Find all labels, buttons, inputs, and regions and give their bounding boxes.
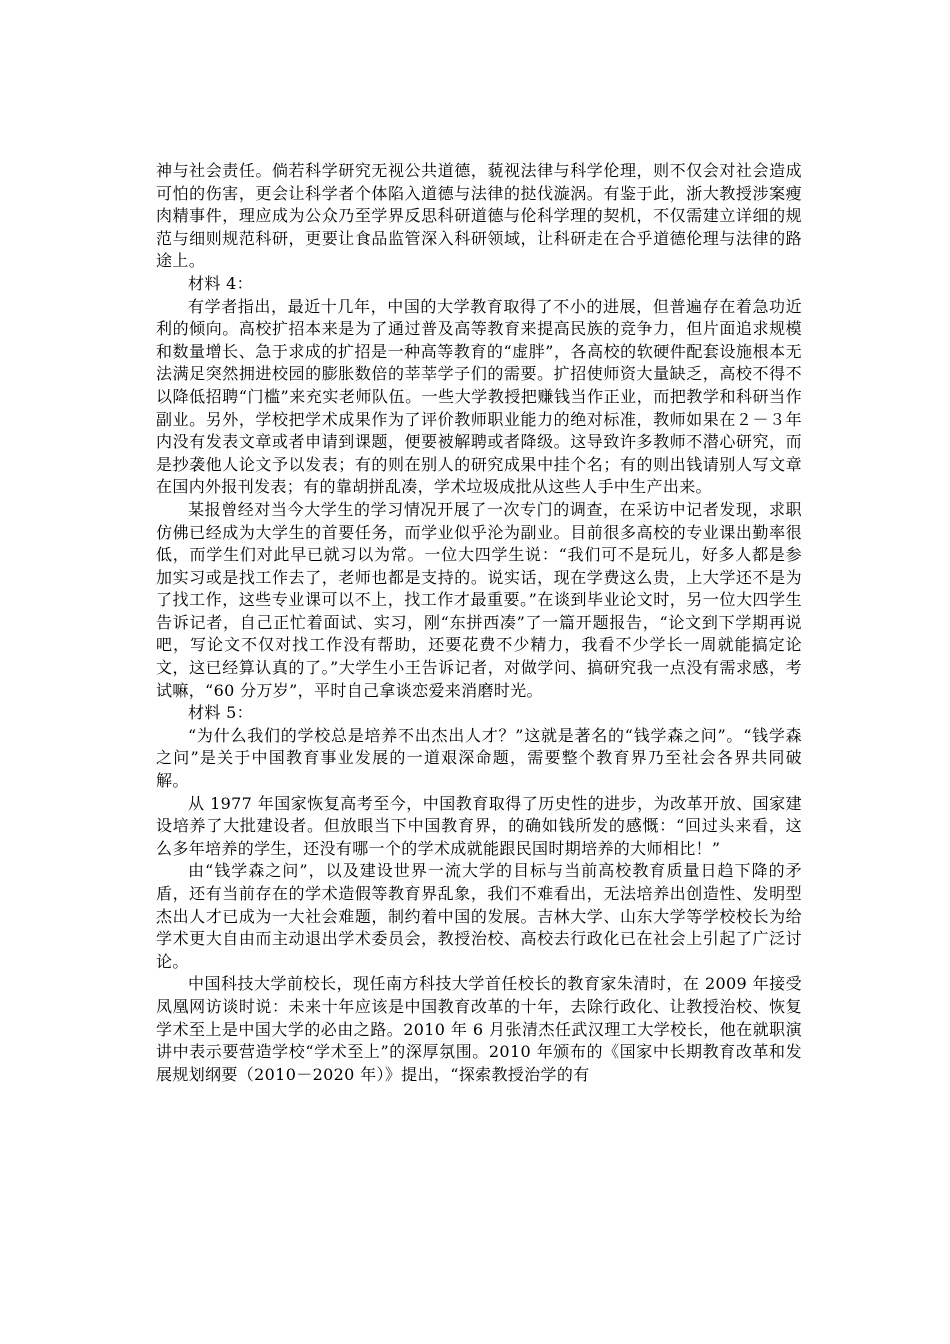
material-4-label: 材料 4：	[188, 273, 254, 293]
paragraph: “为什么我们的学校总是培养不出杰出人才？”这就是著名的“钱学森之问”。“钱学森之问”是关于中国教育事业发展的一道艰深命题，需要整个教育界乃至社会各界共同破解。	[156, 725, 802, 791]
paragraph: 某报曾经对当今大学生的学习情况开展了一次专门的调查，在采访中记者发现，求职仿佛已经成为大学生的首要任务，而学业似乎沦为副业。目前很多高校的专业课出勤率很低，而学生们对此早已就习以为常。一位大四学生说：“我们可不是玩儿，好多人都是参加实习或是找工作去了，老师也都是支持的。说实话，现在学费这么贵，上大学还不是为了找工作，这些专业课可以不上，找工作才最重要。”在谈到毕业论文时，另一位大四学生告诉记者，自己正忙着面试、实习，刚“东拼西凑”了一篇开题报告，“论文到下学期再说吧，写论文不仅对找工作没有帮助，还要花费不少精力，我看不少学长一周就能搞定论文，这已经算认真的了。”大学生小王告诉记者，对做学问、搞研究我一点没有需求感，考试嘛，“60 分万岁”，平时自己拿谈恋爱来消磨时光。	[156, 499, 802, 700]
paragraph: 从 1977 年国家恢复高考至今，中国教育取得了历史性的进步，为改革开放、国家建设培养了大批建设者。但放眼当下中国教育界，的确如钱所发的感慨：“回过头来看，这么多年培养的学生，还没有哪一个的学术成就能跟民国时期培养的大师相比！”	[156, 793, 802, 858]
document-body	[156, 160, 802, 1086]
paragraph: 有学者指出，最近十几年，中国的大学教育取得了不小的进展，但普遍存在着急功近利的倾向。高校扩招本来是为了通过普及高等教育来提高民族的竞争力，但片面追求规模和数量增长、急于求成的扩招是一种高等教育的“虚胖”，各高校的软硬件配套设施根本无法满足突然拥进校园的膨胀数倍的莘莘学子们的需要。扩招使师资大量缺乏，高校不得不以降低招聘“门槛”来充实老师队伍。一些大学教授把赚钱当作正业，而把教学和科研当作副业。另外，学校把学术成果作为了评价教师职业能力的绝对标准，教师如果在２－３年内没有发表文章或者申请到课题，便要被解聘或者降级。这导致许多教师不潜心研究，而是抄袭他人论文予以发表；有的则在别人的研究成果中挂个名；有的则出钱请别人写文章在国内外报刊发表；有的靠胡拼乱凑，学术垃圾成批从这些人手中生产出来。	[156, 296, 802, 497]
paragraph: 中国科技大学前校长，现任南方科技大学首任校长的教育家朱清时，在 2009 年接受凤凰网访谈时说：未来十年应该是中国教育改革的十年，去除行政化、让教授治校、恢复学术至上是中国大学的必由之路。2010 年 6 月张清杰任武汉理工大学校长，他在就职演讲中表示要营造学校“学术至上”的深厚氛围。2010 年颁布的《国家中长期教育改革和发展规划纲要（2010－2020 年）》提出，“探索教授治学的有	[156, 974, 802, 1084]
paragraph: 由“钱学森之问”，以及建设世界一流大学的目标与当前高校教育质量日趋下降的矛盾，还有当前存在的学术造假等教育界乱象，我们不难看出，无法培养出创造性、发明型杰出人才已成为一大社会难题，制约着中国的发展。吉林大学、山东大学等学校校长为给学术更大自由而主动退出学术委员会，教授治校、高校去行政化已在社会上引起了广泛讨论。	[156, 861, 802, 971]
material-5-label: 材料 5：	[188, 703, 254, 723]
paragraph-continuation: 神与社会责任。倘若科学研究无视公共道德，藐视法律与科学伦理，则不仅会对社会造成可怕的伤害，更会让科学者个体陷入道德与法律的挞伐漩涡。有鉴于此，浙大教授涉案瘦肉精事件，理应成为公众乃至学界反思科研道德与伦科学理的契机，不仅需建立详细的规范与细则规范科研，更要让食品监管深入科研领域，让科研走在合乎道德伦理与法律的路途上。	[156, 161, 802, 271]
